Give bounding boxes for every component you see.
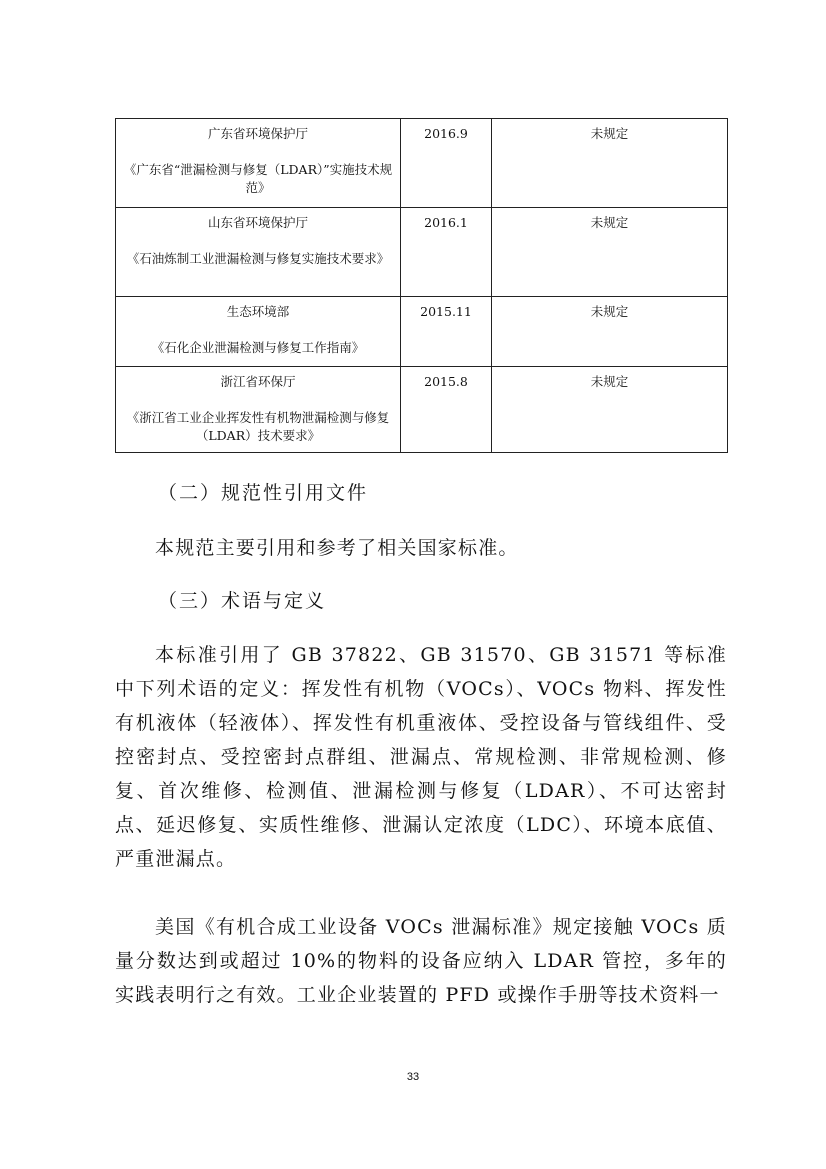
issuer-cell <box>116 208 401 297</box>
date-cell: 2016.9 <box>401 119 492 208</box>
issuer-cell <box>116 297 401 367</box>
paragraph-references: 本规范主要引用和参考了相关国家标准。 <box>155 537 519 559</box>
section-heading-references: （二）规范性引用文件 <box>158 482 369 504</box>
note-cell: 未规定 <box>492 297 728 367</box>
issuer-cell <box>116 119 401 208</box>
note-cell: 未规定 <box>492 208 728 297</box>
page-number: 33 <box>406 1071 420 1083</box>
paragraph-ldar-scope: 美国《有机合成工业设备 VOCs 泄漏标准》规定接触 VOCs 质量分数达到或超过 10%的物料的设备应纳入 LDAR 管控，多年的实践表明行之有效。工业企业装置的 PFD 或操作手册等技术资料一 <box>115 916 727 1006</box>
document-title: 《石化企业泄漏检测与修复工作指南》 <box>151 340 365 355</box>
section-heading-terms: （三）术语与定义 <box>158 590 327 612</box>
issuer-cell <box>116 367 401 453</box>
issuer-name: 浙江省环保厅 <box>220 374 296 389</box>
table-row <box>116 208 728 297</box>
date-cell: 2015.8 <box>401 367 492 453</box>
date-cell: 2016.1 <box>401 208 492 297</box>
issuer-name: 广东省环境保护厅 <box>207 126 308 141</box>
document-title: 《广东省“泄漏检测与修复（LDAR）”实施技术规范》 <box>123 162 393 195</box>
paragraph-terms: 本标准引用了 GB 37822、GB 31570、GB 31571 等标准中下列术语的定义：挥发性有机物（VOCs）、VOCs 物料、挥发性有机液体（轻液体）、挥发性有机重液体、受控设备与管线组件、受控密封点、受控密封点群组、泄漏点、常规检测、非常规检测、修复、首次维修、检测值、泄漏检测与修复（LDAR）、不可达密封点、延迟修复、实质性维修、泄漏认定浓度（LDC）、环境本底值、严重泄漏点。 <box>115 644 727 870</box>
issuer-name: 生态环境部 <box>226 304 290 319</box>
document-title: 《石油炼制工业泄漏检测与修复实施技术要求》 <box>126 251 390 266</box>
table-row <box>116 119 728 208</box>
document-title: 《浙江省工业企业挥发性有机物泄漏检测与修复（LDAR）技术要求》 <box>126 410 390 443</box>
table-row <box>116 297 728 367</box>
note-cell: 未规定 <box>492 119 728 208</box>
table-row <box>116 367 728 453</box>
standards-table <box>115 118 728 453</box>
note-cell: 未规定 <box>492 367 728 453</box>
issuer-name: 山东省环境保护厅 <box>207 215 308 230</box>
date-cell: 2015.11 <box>401 297 492 367</box>
